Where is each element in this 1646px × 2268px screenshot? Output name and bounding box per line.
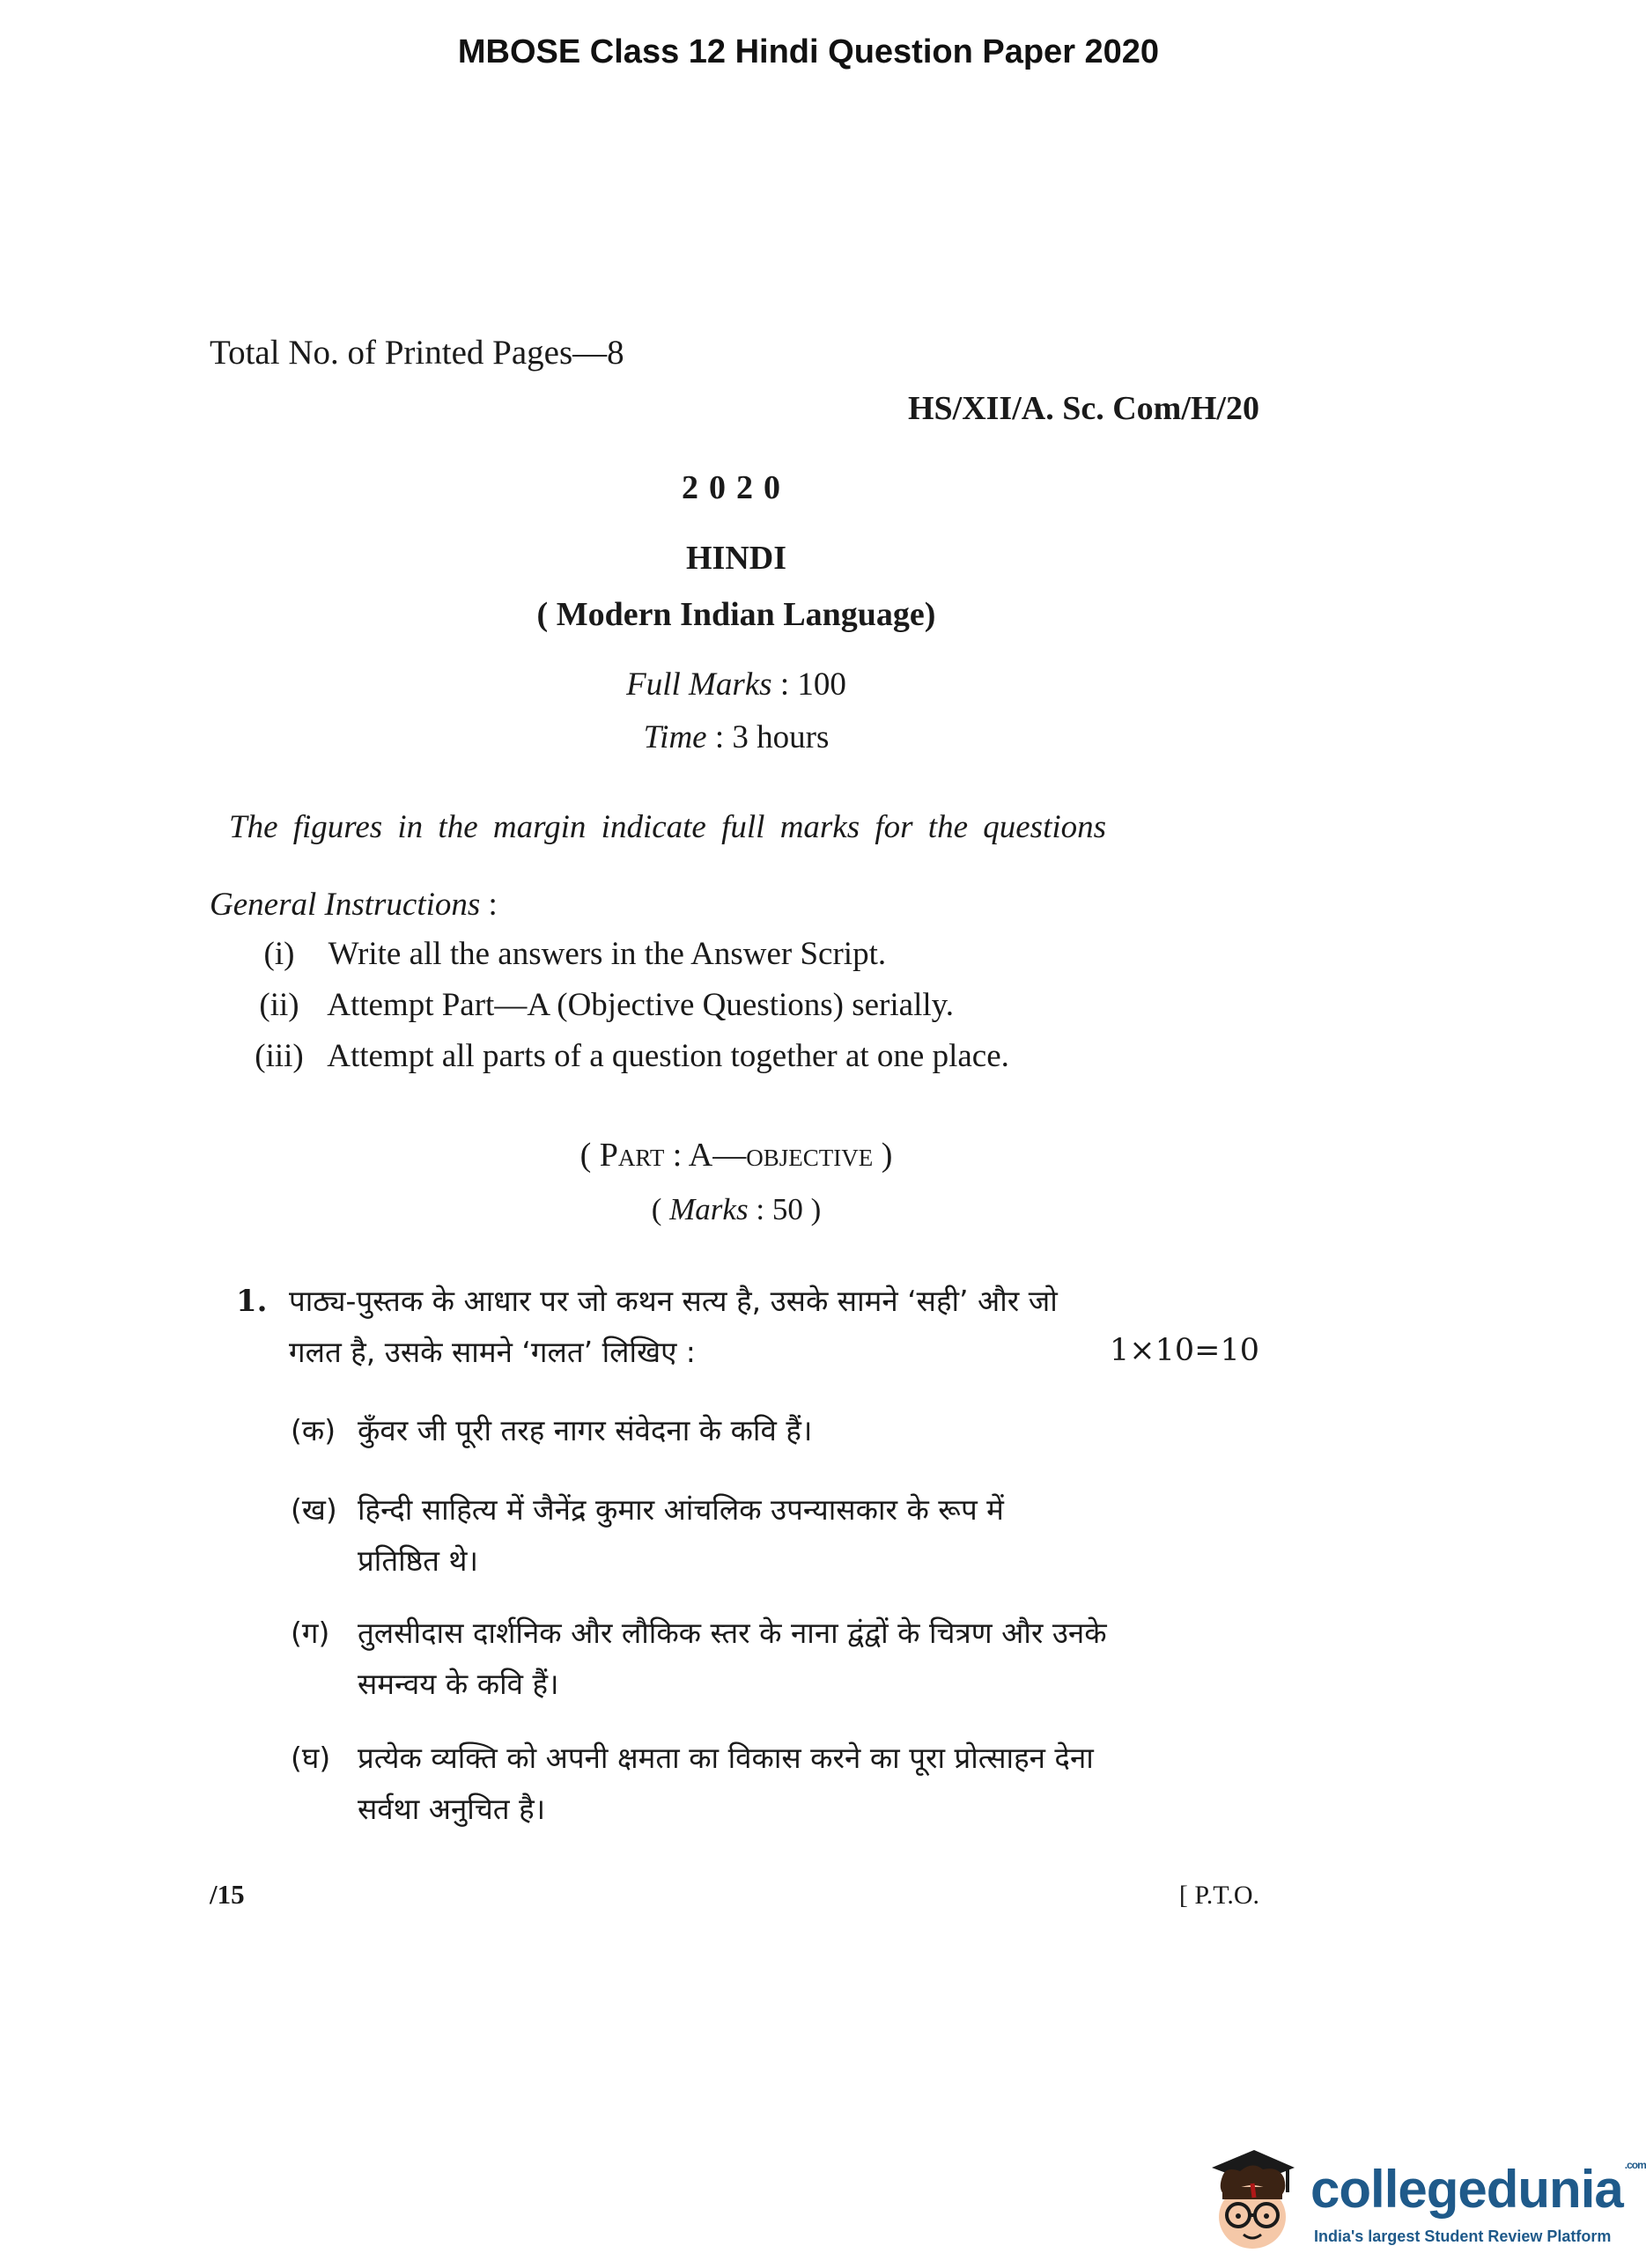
instruction-number: (ii) bbox=[259, 987, 299, 1023]
part-heading: ( Part : A—objective ) bbox=[579, 1137, 893, 1174]
instruction-text: Attempt all parts of a question together at one place. bbox=[327, 1038, 1009, 1074]
instruction-item bbox=[238, 935, 886, 973]
subject-subtitle: ( Modern Indian Language) bbox=[536, 596, 936, 633]
question-option bbox=[291, 1405, 1198, 1456]
option-text-continued: सर्वथा अनुचित है। bbox=[358, 1792, 546, 1826]
exam-year: 2020 bbox=[682, 469, 791, 506]
subject-title: HINDI bbox=[685, 540, 787, 577]
logo-name: collegedunia bbox=[1310, 2160, 1623, 2219]
instruction-number: (iii) bbox=[255, 1038, 304, 1074]
question-number: 1. bbox=[236, 1284, 268, 1319]
logo-wordmark bbox=[1310, 2159, 1646, 2220]
option-label: (ख) bbox=[291, 1492, 337, 1527]
full-marks bbox=[0, 666, 1473, 703]
general-instructions-label: General Instructions bbox=[210, 887, 481, 923]
logo-tagline: India's largest Student Review Platform bbox=[1314, 2228, 1612, 2245]
option-label: (क) bbox=[291, 1413, 336, 1447]
logo-suffix: .com bbox=[1624, 2159, 1646, 2171]
option-text: प्रत्येक व्यक्ति को अपनी क्षमता का विकास करने का पूरा प्रोत्साहन देना bbox=[358, 1741, 1094, 1775]
question-text-line1: पाठ्य-पुस्तक के आधार पर जो कथन सत्य है, उसके सामने ‘सही’ और जो bbox=[289, 1284, 1058, 1318]
option-label: (घ) bbox=[291, 1741, 331, 1775]
general-instructions-colon: : bbox=[488, 887, 498, 923]
time-label: Time bbox=[643, 719, 707, 755]
pto-footer: [ P.T.O. bbox=[1178, 1881, 1259, 1910]
question-option bbox=[291, 1608, 1198, 1710]
option-text: हिन्दी साहित्य में जैनेंद्र कुमार आंचलिक उपन्यासकार के रूप में bbox=[358, 1492, 1004, 1527]
full-marks-value: : 100 bbox=[779, 666, 846, 703]
instruction-item bbox=[238, 1037, 1009, 1075]
part-marks bbox=[0, 1192, 1473, 1227]
part-marks-label: Marks bbox=[669, 1192, 749, 1226]
instruction-item bbox=[238, 986, 954, 1024]
question-marks: 1×10=10 bbox=[1110, 1333, 1259, 1368]
option-label: (ग) bbox=[291, 1616, 330, 1650]
option-text-continued: समन्वय के कवि हैं। bbox=[358, 1667, 559, 1701]
part-marks-open: ( bbox=[651, 1192, 662, 1226]
time-value: : 3 hours bbox=[714, 719, 830, 755]
figures-note: The figures in the margin indicate full marks for the questions bbox=[229, 809, 1107, 845]
question-option bbox=[291, 1733, 1198, 1835]
collegedunia-logo bbox=[1199, 2139, 1646, 2263]
general-instructions-heading bbox=[210, 886, 498, 924]
printed-pages: Total No. of Printed Pages—8 bbox=[210, 334, 624, 372]
question-text-line2: गलत है, उसके सामने ‘गलत’ लिखिए : bbox=[289, 1335, 696, 1369]
part-marks-value: : 50 ) bbox=[756, 1192, 822, 1226]
instruction-text: Attempt Part—A (Objective Questions) serially. bbox=[327, 987, 954, 1023]
page-banner: MBOSE Class 12 Hindi Question Paper 2020 bbox=[457, 33, 1160, 70]
page-code-footer: /15 bbox=[210, 1879, 245, 1910]
instruction-text: Write all the answers in the Answer Script. bbox=[328, 936, 887, 972]
question-option bbox=[291, 1484, 1198, 1587]
paper-code: HS/XII/A. Sc. Com/H/20 bbox=[907, 390, 1259, 427]
full-marks-label: Full Marks bbox=[626, 666, 772, 703]
option-text: तुलसीदास दार्शनिक और लौकिक स्तर के नाना द्वंद्वों के चित्रण और उनके bbox=[358, 1616, 1107, 1650]
option-text: कुँवर जी पूरी तरह नागर संवेदना के कवि हैं। bbox=[358, 1413, 813, 1447]
option-text-continued: प्रतिष्ठित थे। bbox=[358, 1543, 479, 1578]
instruction-number: (i) bbox=[263, 936, 295, 972]
exam-time bbox=[0, 718, 1473, 756]
student-mascot-icon bbox=[1199, 2139, 1305, 2263]
